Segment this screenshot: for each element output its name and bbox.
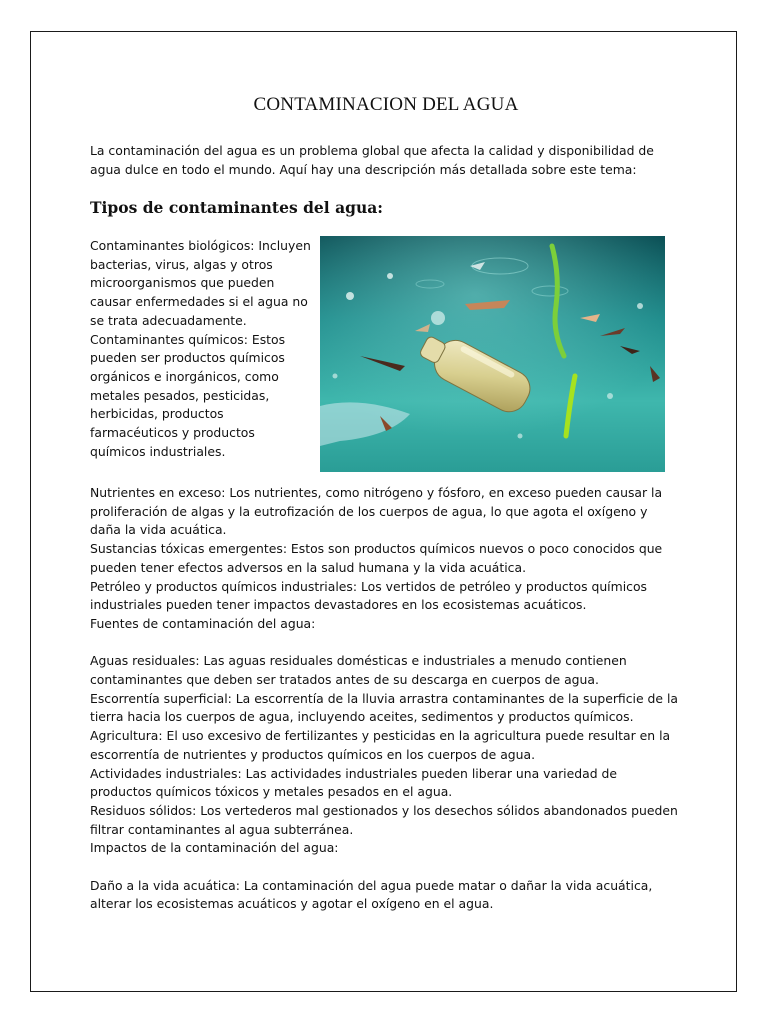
paragraph-solid-waste: Residuos sólidos: Los vertederos mal gestionados y los desechos sólidos abandonados pueden filtrar contaminantes al agua subterránea.: [90, 802, 678, 837]
paragraph-agriculture: Agricultura: El uso excesivo de fertilizantes y pesticidas en la agricultura puede resultar en la escorrentía de nutrientes y productos químicos en los cuerpos de agua.: [90, 728, 671, 762]
paragraph-industrial: Actividades industriales: Las actividades industriales pueden liberar una variedad de productos químicos tóxicos y metales pesados en el agua.: [90, 765, 617, 800]
sources-heading: Fuentes de contaminación del agua:: [90, 615, 316, 631]
section-heading-types: Tipos de contaminantes del agua:: [90, 198, 383, 217]
page-title: CONTAMINACION DEL AGUA: [253, 94, 519, 115]
paragraph-wastewater: Aguas residuales: Las aguas residuales domésticas e industriales a menudo contienen contaminantes que deben ser tratados antes de su descarga en cuerpos de agua.: [90, 653, 627, 688]
paragraph-chemical-contaminants: Contaminantes químicos: Estos pueden ser productos químicos orgánicos e inorgánicos, como metales pesados, pesticidas, herbicidas, productos farmacéuticos y productos químicos industriales.: [90, 331, 286, 459]
paragraph-biological-contaminants: Contaminantes biológicos: Incluyen bacterias, virus, algas y otros microorganismos que pueden causar enfermedades si el agua no se trata adecuadamente.: [90, 238, 311, 328]
paragraph-spacer: [90, 634, 682, 653]
polluted-water-photo: [320, 236, 665, 472]
paragraph-nutrients: Nutrientes en exceso: Los nutrientes, como nitrógeno y fósforo, en exceso pueden causar la proliferación de algas y la eutrofización de los cuerpos de agua, lo que agota el oxígeno y daña la vida acuática.: [90, 485, 663, 538]
left-column-text: [90, 237, 312, 461]
paragraph-petroleum: Petróleo y productos químicos industriales: Los vertidos de petróleo y productos químicos industriales pueden tener impactos devastadores en los ecosistemas acuáticos.: [90, 578, 647, 613]
paragraph-runoff: Escorrentía superficial: La escorrentía de la lluvia arrastra contaminantes de la superficie de la tierra hacia los cuerpos de agua, incluyendo aceites, sedimentos y productos químicos.: [90, 690, 678, 725]
document-page: [30, 31, 737, 992]
lower-text-block: [90, 484, 682, 914]
paragraph-aquatic-damage: Daño a la vida acuática: La contaminación del agua puede matar o dañar la vida acuática, alterar los ecosistemas acuáticos y agotar el oxígeno en el agua.: [90, 877, 653, 912]
impacts-heading: Impactos de la contaminación del agua:: [90, 840, 339, 856]
paragraph-spacer: [90, 858, 682, 877]
paragraph-emerging-toxics: Sustancias tóxicas emergentes: Estos son productos químicos nuevos o poco conocidos que pueden tener efectos adversos en la salud humana y la vida acuática.: [90, 541, 663, 575]
intro-paragraph: La contaminación del agua es un problema global que afecta la calidad y disponibilidad de agua dulce en todo el mundo. Aquí hay una descripción más detallada sobre este tema:: [90, 143, 654, 177]
